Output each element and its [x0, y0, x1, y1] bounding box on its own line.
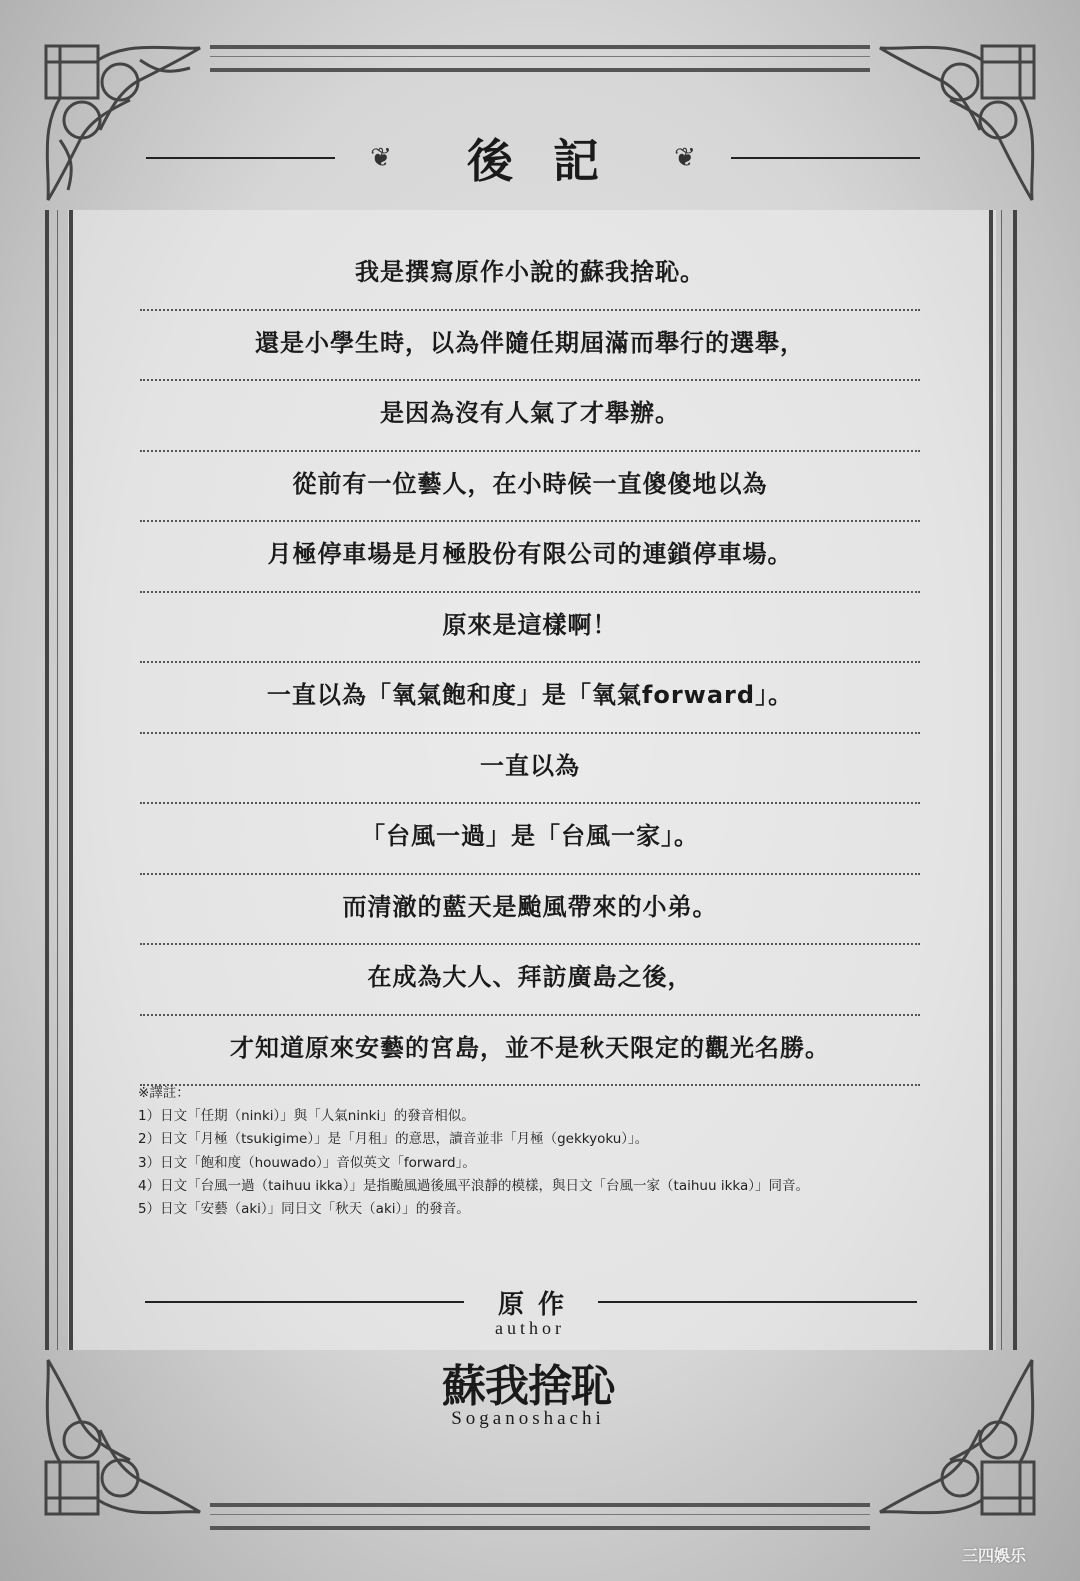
page-title: 後記: [467, 134, 639, 188]
left-border-rules: [45, 210, 75, 1350]
flourish-icon: ❦: [674, 143, 696, 173]
body-line-text: 「台風一過」是「台風一家」。: [361, 822, 699, 850]
body-line-text: 在成為大人、拜訪廣島之後，: [367, 963, 693, 991]
body-line-text: 從前有一位藝人，在小時候一直傻傻地以為: [292, 469, 768, 498]
credit-header: [145, 1282, 917, 1322]
body-line-text: 是因為沒有人氣了才舉辦。: [380, 399, 680, 427]
page-header: [146, 128, 920, 188]
note-item: 5）日文「安藝（aki）」同日文「秋天（aki）」的發音。: [138, 1201, 470, 1218]
body-line-text: 月極停車場是月極股份有限公司的連鎖停車場。: [267, 540, 793, 568]
body-line: [140, 663, 920, 734]
note-item: 1）日文「任期（ninki）」與「人氣ninki」的發音相似。: [138, 1108, 475, 1125]
body-line-text: 而清澈的藍天是颱風帶來的小弟。: [342, 892, 718, 921]
body-line-text: 原來是這樣啊！: [442, 610, 618, 639]
body-line: [140, 875, 920, 946]
body-line-text: 還是小學生時，以為伴隨任期屆滿而舉行的選舉，: [255, 328, 805, 357]
body-line: [140, 945, 920, 1016]
note-item: 3）日文「飽和度（houwado）」音似英文「forward」。: [138, 1154, 476, 1171]
body-line: [140, 240, 920, 311]
body-line-text: 才知道原來安藝的宮島，並不是秋天限定的觀光名勝。: [230, 1033, 830, 1062]
body-line: [140, 593, 920, 664]
flourish-icon: ❦: [370, 143, 392, 173]
right-border-rules: [989, 210, 1019, 1350]
note-item: 2）日文「月極（tsukigime）」是「月租」的意思，讀音並非「月極（gekkyoku）」。: [138, 1131, 649, 1148]
author-name-en: Soganoshachi: [451, 1408, 605, 1429]
note-item: 4）日文「台風一過（taihuu ikka）」是指颱風過後風平浪靜的模樣，與日文「台風一家（taihuu ikka）」同音。: [138, 1177, 809, 1194]
body-line: [140, 522, 920, 593]
body-line: [140, 804, 920, 875]
body-line-text: 我是撰寫原作小說的蘇我捨恥。: [355, 258, 705, 286]
body-line-text: 一直以為「氧氣飽和度」是「氧氣forward」。: [266, 681, 794, 709]
author-name: 蘇我捨恥: [442, 1361, 614, 1412]
body-line: [140, 734, 920, 805]
body-line: [140, 452, 920, 523]
credit-rule-left: [145, 1301, 464, 1303]
body-line-text: 一直以為: [480, 751, 580, 780]
header-rule-left: [146, 157, 335, 159]
body-line: [140, 381, 920, 452]
translator-notes: [138, 1082, 978, 1221]
header-rule-right: [731, 157, 920, 159]
afterword-body: [140, 240, 920, 1086]
body-line: [140, 311, 920, 382]
watermark: 三四娛乐: [962, 1546, 1027, 1565]
notes-heading: ※譯註：: [138, 1085, 190, 1101]
credit-rule-right: [598, 1301, 917, 1303]
body-line: [140, 1016, 920, 1087]
credit-role-en: author: [495, 1318, 565, 1338]
credit-role: 原作: [498, 1289, 579, 1320]
bottom-border-rules: [210, 1500, 870, 1530]
top-border-rules: [210, 42, 870, 72]
